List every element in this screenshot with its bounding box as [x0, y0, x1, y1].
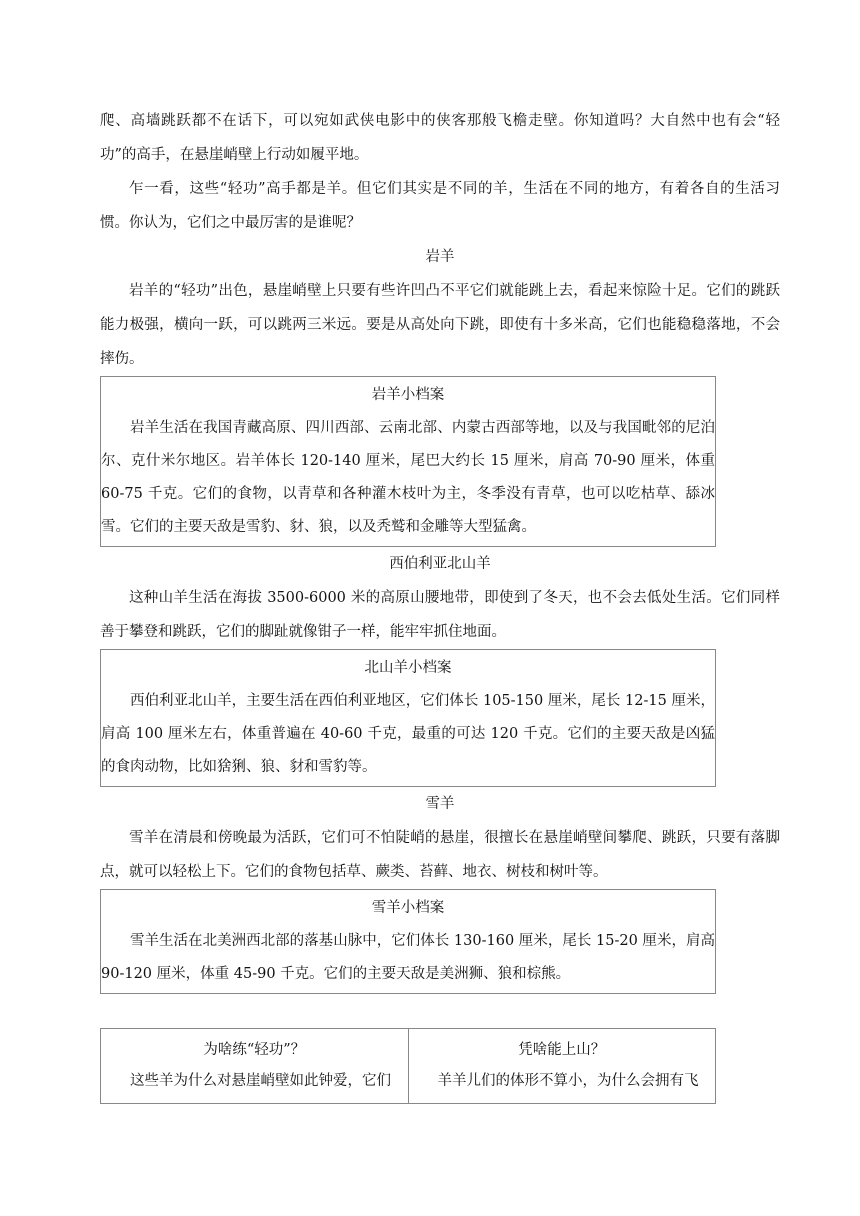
section-heading-yanyang: 岩羊 [425, 249, 455, 265]
snowgoat-file-text: 雪羊生活在北美洲西北部的落基山脉中，它们体长 130-160 厘米，尾长 15-20 厘米，肩高 90-120 厘米，体重 45-90 千克。它们的主要天敌是美洲狮、狼和棕熊。 [101, 933, 715, 982]
snowgoat-file-title: 雪羊小档案 [371, 900, 445, 916]
siberian-file-title: 北山羊小档案 [364, 660, 452, 676]
table-cell-right [408, 1029, 716, 1103]
intro-paragraph-1: 爬、高墙跳跃都不在话下，可以宛如武侠电影中的侠客那般飞檐走壁。你知道吗？大自然中也有会“轻功”的高手，在悬崖峭壁上行动如履平地。 [100, 113, 780, 163]
section-heading-snowgoat: 雪羊 [425, 796, 455, 812]
questions-table [100, 1028, 716, 1104]
yanyang-file-text: 岩羊生活在我国青藏高原、四川西部、云南北部、内蒙古西部等地，以及与我国毗邻的尼泊尔、克什米尔地区。岩羊体长 120-140 厘米，尾巴大约长 15 厘米，肩高 70-90 厘米，体重 60-75 千克。它们的食物，以青草和各种灌木枝叶为主，冬季没有青草，也可以吃枯草、舔冰雪。它们的主要天敌是雪豹、豺、狼，以及秃鹫和金雕等大型猛禽。 [101, 420, 715, 535]
table-left-text: 这些羊为什么对悬崖峭壁如此钟爱，它们 [130, 1073, 391, 1089]
siberian-file-text: 西伯利亚北山羊，主要生活在西伯利亚地区，它们体长 105-150 厘米，尾长 12-15 厘米，肩高 100 厘米左右，体重普遍在 40-60 千克，最重的可达 120 千克。它们的主要天敌是凶猛的食肉动物，比如猞猁、狼、豺和雪豹等。 [101, 693, 715, 775]
table-right-title: 凭啥能上山？ [518, 1042, 606, 1058]
yanyang-file-title: 岩羊小档案 [371, 387, 445, 403]
intro-paragraph-2: 乍一看，这些“轻功”高手都是羊。但它们其实是不同的羊，生活在不同的地方，有着各自的生活习惯。你认为，它们之中最厉害的是谁呢？ [100, 181, 780, 231]
snowgoat-paragraph: 雪羊在清晨和傍晚最为活跃，它们可不怕陡峭的悬崖，很擅长在悬崖峭壁间攀爬、跳跃，只要有落脚点，就可以轻松上下。它们的食物包括草、蕨类、苔藓、地衣、树枝和树叶等。 [100, 830, 780, 880]
table-cell-left [101, 1029, 408, 1103]
table-left-title: 为啥练“轻功”？ [203, 1042, 306, 1058]
yanyang-paragraph: 岩羊的“轻功”出色，悬崖峭壁上只要有些许凹凸不平它们就能跳上去，看起来惊险十足。它们的跳跃能力极强，横向一跃，可以跳两三米远。要是从高处向下跳，即使有十多米高，它们也能稳稳落地，不会摔伤。 [100, 283, 780, 367]
section-heading-siberian: 西伯利亚北山羊 [389, 556, 491, 572]
document-page [100, 104, 780, 1104]
snowgoat-file-box [100, 889, 716, 994]
yanyang-file-box [100, 376, 716, 547]
siberian-file-box [100, 649, 716, 787]
siberian-paragraph: 这种山羊生活在海拔 3500-6000 米的高原山腰地带，即使到了冬天，也不会去低处生活。它们同样善于攀登和跳跃，它们的脚趾就像钳子一样，能牢牢抓住地面。 [100, 590, 780, 640]
table-right-text: 羊羊儿们的体形不算小，为什么会拥有飞 [437, 1073, 699, 1089]
